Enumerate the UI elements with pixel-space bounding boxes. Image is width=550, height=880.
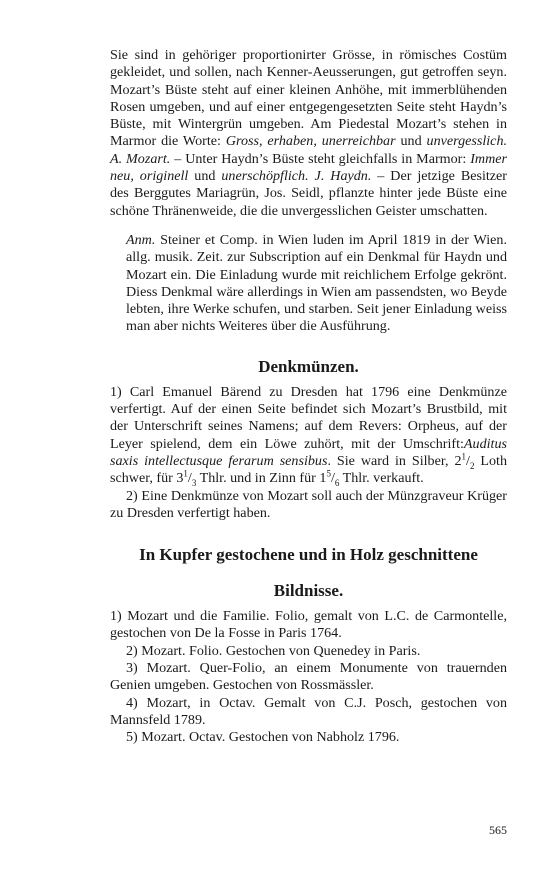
- page-body: [110, 47, 507, 747]
- text-run: /: [466, 452, 470, 469]
- fraction-part: 6: [334, 478, 340, 489]
- text-run: . Sie ward in Silber, 2: [327, 452, 462, 469]
- text-run: Loth schwer, für 3: [110, 452, 507, 487]
- fraction-part: 3: [191, 478, 197, 489]
- text-run: /: [330, 470, 335, 487]
- bildnis-item-2: 2) Mozart. Folio. Gestochen von Quenedey in Paris.: [126, 642, 421, 659]
- italic-run: unerschöpflich. J. Haydn.: [221, 168, 372, 185]
- text-run: Steiner et Comp. in Wien luden im April 1819 in der Wien. allg. musik. Zeit. zur Subscription auf ein Denkmal für Haydn und Mozart ein. Die Einladung wurde mit reichlichem Erfolge gekrönt. Diess Denkmal wäre allerdings in Wien am passendsten, wo Beyde lebten, ihre Werke schufen, und starben. Seit jener Einladung weiss man aber nichts Weiteres über die Ausführung.: [126, 231, 507, 335]
- fraction-part: 1: [461, 451, 467, 462]
- text-run: Sie sind in gehöriger proportionirter Grösse, in römisches Costüm gekleidet, und sollen, nach Kenner-Aeusserungen, gut getroffen seyn. Mozart’s Büste steht auf einer kleinen Anhöhe, mit immerblühenden Rosen umgeben, und auf einer entgegengesetzten Seite steht Haydn’s Büste, mit Wintergrün umgeben. Am Piedestal Mozart’s stehen in Marmor die Worte:: [110, 47, 507, 150]
- fraction-part: 5: [326, 468, 331, 479]
- text-run: Thlr. und in Zinn für 1: [196, 470, 327, 487]
- intro-paragraph: [110, 47, 507, 220]
- bildnis-item-5: 5) Mozart. Octav. Gestochen von Nabholz 1796.: [126, 729, 400, 746]
- bildnis-item-3: 3) Mozart. Quer-Folio, an einem Monumente von trauernden Genien umgeben. Gestochen von Rossmässler.: [110, 660, 507, 694]
- text-run: – Unter Haydn’s Büste steht gleichfalls in Marmor:: [170, 150, 471, 167]
- denkmuenze-item-2: 2) Eine Denkmünze von Mozart soll auch der Münzgraveur Krüger zu Dresden verfertigt haben.: [110, 487, 507, 521]
- italic-run: Gross, erhaben, unerreichbar: [225, 133, 396, 150]
- kupfer-heading-line-2: Bildnisse.: [273, 581, 344, 601]
- annotation-paragraph: [126, 232, 507, 336]
- italic-run: Auditus saxis intellectusque ferarum sensibus: [110, 435, 507, 469]
- italic-run: unvergesslich. A. Mozart.: [110, 133, 508, 167]
- text-run: – Der jetzige Besitzer des Berggutes Mariagrün, Jos. Seidl, pflanzte hinter jede Büste eine schöne Thränenweide, die die unvergesslichen Geister umschatten.: [110, 168, 507, 219]
- text-run: und: [395, 133, 427, 150]
- denkmuenzen-heading: Denkmünzen.: [258, 356, 359, 376]
- italic-run: Anm.: [126, 231, 156, 248]
- italic-run: Immer neu, originell: [110, 150, 507, 185]
- denkmuenze-item-1: [110, 384, 507, 488]
- bildnis-item-1: 1) Mozart und die Familie. Folio, gemalt von L.C. de Carmontelle, gestochen von De la Fosse in Paris 1764.: [110, 608, 507, 642]
- page-number: 565: [489, 823, 507, 837]
- text-run: und: [188, 168, 222, 185]
- text-run: Thlr. verkauft.: [339, 470, 424, 487]
- fraction-part: 2: [469, 460, 475, 471]
- bildnis-item-4: 4) Mozart, in Octav. Gemalt von C.J. Posch, gestochen von Mannsfeld 1789.: [110, 694, 507, 728]
- kupfer-heading-line-1: In Kupfer gestochene und in Holz geschnittene: [139, 545, 478, 565]
- fraction-part: 1: [183, 468, 188, 479]
- text-run: 1) Carl Emanuel Bärend zu Dresden hat 1796 eine Denkmünze verfertigt. Auf der einen Seite befindet sich Mozart’s Brustbild, mit der Unterschrift seines Namens; auf dem Revers: Orpheus, auf der Leyer spielend, dem ein Löwe zuhört, mit der Umschrift:: [110, 383, 507, 452]
- text-run: /: [187, 470, 192, 487]
